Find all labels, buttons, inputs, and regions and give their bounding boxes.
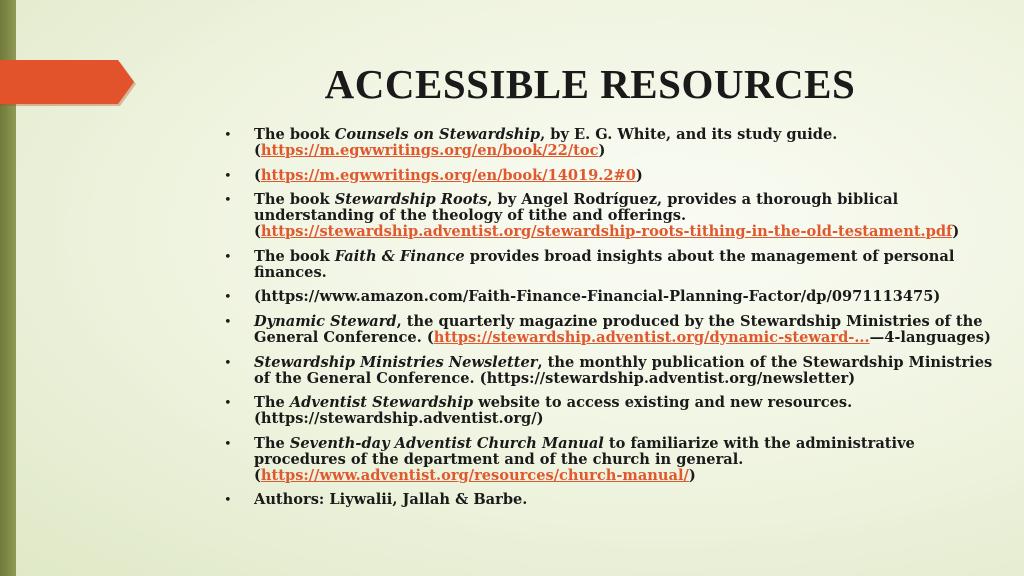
item-text: ) — [598, 142, 606, 159]
bullet-icon: • — [224, 193, 232, 209]
list-item — [222, 492, 1002, 508]
list-item — [222, 436, 1002, 484]
item-text: , the monthly publication of the Stewardship Ministries of the General Conference. (https://stewardship.adventist.org/newsletter) — [254, 353, 993, 387]
item-text: ) — [688, 466, 696, 484]
item-text: The book — [254, 191, 335, 209]
list-item — [222, 355, 1002, 387]
item-text: (https://www.amazon.com/Faith-Finance-Financial-Planning-Factor/dp/0971113475) — [254, 288, 941, 306]
resource-link[interactable]: https://m.egwwritings.org/en/book/14019.2#0 — [260, 166, 636, 184]
accent-arrow — [0, 60, 134, 104]
item-text: , by Angel Rodríguez, provides a thorough biblical understanding of the theology of tithe and offerings. ( — [254, 191, 899, 241]
list-item — [222, 168, 1002, 184]
bullet-icon: • — [224, 396, 232, 412]
item-title: Stewardship Ministries Newsletter — [254, 353, 538, 371]
item-text: —4-languages) — [869, 328, 991, 346]
item-text: The book — [254, 126, 335, 143]
list-item — [222, 249, 1002, 281]
bullet-icon: • — [224, 493, 232, 509]
bullet-icon: • — [224, 249, 232, 265]
resource-link[interactable]: https://www.adventist.org/resources/church-manual/ — [260, 466, 689, 484]
bullet-icon: • — [224, 355, 232, 371]
bullet-icon: • — [224, 436, 232, 452]
item-text: ) — [635, 166, 643, 184]
item-text: to familiarize with the administrative procedures of the department and of the church in general. ( — [254, 434, 915, 484]
list-item — [222, 314, 1002, 346]
item-text: , by E. G. White, and its study guide. ( — [254, 126, 838, 159]
item-text: ( — [254, 166, 261, 184]
bullet-icon: • — [224, 290, 232, 306]
resource-link[interactable]: https://m.egwwritings.org/en/book/22/toc — [260, 142, 599, 159]
bullet-icon: • — [224, 168, 232, 184]
item-text: , the quarterly magazine produced by the Stewardship Ministries of the General Conference. ( — [254, 312, 983, 346]
item-text: provides broad insights about the management of personal finances. — [254, 247, 955, 281]
item-title: Faith & Finance — [334, 247, 465, 265]
item-text: The — [254, 434, 290, 452]
list-item — [222, 395, 1002, 427]
list-item — [222, 127, 1002, 159]
item-text: website to access existing and new resources. (https://stewardship.adventist.org/) — [254, 394, 853, 428]
list-item — [222, 289, 1002, 305]
bullet-icon: • — [224, 128, 232, 143]
resource-link[interactable]: https://stewardship.adventist.org/dynamic-steward-... — [433, 328, 870, 346]
item-title: Adventist Stewardship — [289, 394, 474, 412]
resource-link[interactable]: https://stewardship.adventist.org/stewardship-roots-tithing-in-the-old-testament.pdf — [260, 223, 953, 241]
item-title: Seventh-day Adventist Church Manual — [289, 434, 604, 452]
item-title: Dynamic Steward — [254, 312, 397, 330]
item-title: Stewardship Roots — [334, 191, 488, 209]
authors-text: Authors: Liywalii, Jallah & Barbe. — [254, 491, 528, 509]
item-text: ) — [952, 223, 960, 241]
item-text: The book — [254, 247, 335, 265]
list-item — [222, 192, 1002, 240]
bullet-icon: • — [224, 314, 232, 330]
item-text: The — [254, 394, 290, 412]
page-title: ACCESSIBLE RESOURCES — [324, 61, 856, 107]
item-title: Counsels on Stewardship — [334, 126, 541, 143]
resource-list — [222, 127, 1002, 517]
